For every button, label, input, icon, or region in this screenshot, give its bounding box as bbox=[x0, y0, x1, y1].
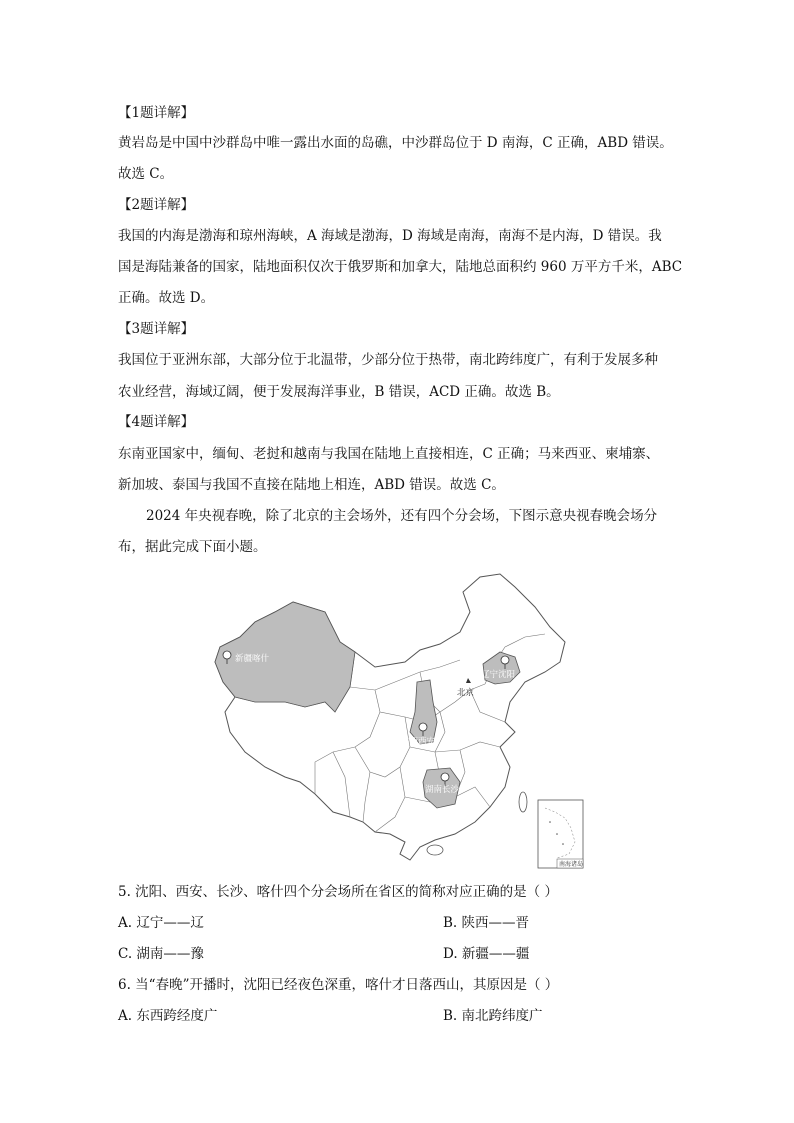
label-shenyang: 辽宁沈阳 bbox=[481, 670, 516, 680]
label-changsha: 湖南长沙 bbox=[425, 785, 460, 795]
q5-option-c[interactable]: C. 湖南——豫 bbox=[118, 946, 204, 962]
section2-line-1: 我国的内海是渤海和琼州海峡，A 海域是渤海，D 海域是南海，南海不是内海，D 错误。我 bbox=[118, 228, 662, 244]
section4-line-1: 东南亚国家中，缅甸、老挝和越南与我国在陆地上直接相连，C 正确；马来西亚、柬埔寨、 bbox=[118, 446, 660, 462]
q5-option-b[interactable]: B. 陕西——晋 bbox=[443, 915, 530, 931]
label-beijing: 北京 bbox=[457, 688, 475, 698]
intro-line-2: 布，据此完成下面小题。 bbox=[118, 539, 267, 555]
q5-option-a[interactable]: A. 辽宁——辽 bbox=[118, 915, 204, 931]
section3-heading: 【3题详解】 bbox=[118, 321, 195, 337]
intro-line-1: 2024 年央视春晚，除了北京的主会场外，还有四个分会场，下图示意央视春晚会场分 bbox=[146, 508, 658, 524]
section4-heading: 【4题详解】 bbox=[118, 414, 195, 430]
section1-heading: 【1题详解】 bbox=[118, 105, 195, 121]
section4-line-2: 新加坡、泰国与我国不直接在陆地上相连，ABD 错误。故选 C。 bbox=[118, 477, 505, 493]
section1-line-1: 黄岩岛是中国中沙群岛中唯一露出水面的岛礁，中沙群岛位于 D 南海，C 正确，ABD 错误。 bbox=[118, 135, 673, 151]
section3-line-2: 农业经营，海域辽阔，便于发展海洋事业，B 错误，ACD 正确。故选 B。 bbox=[118, 384, 560, 400]
q5-stem: 5. 沈阳、西安、长沙、喀什四个分会场所在省区的简称对应正确的是（ ） bbox=[118, 884, 558, 900]
q6-option-b[interactable]: B. 南北跨纬度广 bbox=[443, 1008, 543, 1024]
china-map-svg bbox=[205, 572, 585, 872]
section2-line-3: 正确。故选 D。 bbox=[118, 290, 215, 306]
q5-option-d[interactable]: D. 新疆——疆 bbox=[443, 946, 530, 962]
label-inset: 南海诸岛 bbox=[559, 861, 584, 868]
section2-heading: 【2题详解】 bbox=[118, 197, 195, 213]
section1-line-2: 故选 C。 bbox=[118, 166, 174, 182]
taiwan-island bbox=[519, 792, 527, 812]
label-kashgar: 新疆喀什 bbox=[235, 654, 270, 664]
label-xian: 陕西西安 bbox=[401, 737, 436, 747]
hainan-island bbox=[427, 845, 443, 855]
q6-option-a[interactable]: A. 东西跨经度广 bbox=[118, 1008, 218, 1024]
china-venue-map bbox=[205, 572, 585, 872]
section3-line-1: 我国位于亚洲东部，大部分位于北温带，少部分位于热带，南北跨纬度广，有利于发展多种 bbox=[118, 352, 658, 368]
south-china-sea-inset bbox=[538, 800, 583, 868]
section2-line-2: 国是海陆兼备的国家，陆地面积仅次于俄罗斯和加拿大，陆地总面积约 960 万平方千米，ABC bbox=[118, 259, 683, 275]
q6-stem: 6. 当“春晚”开播时，沈阳已经夜色深重，喀什才日落西山，其原因是（ ） bbox=[118, 977, 559, 993]
